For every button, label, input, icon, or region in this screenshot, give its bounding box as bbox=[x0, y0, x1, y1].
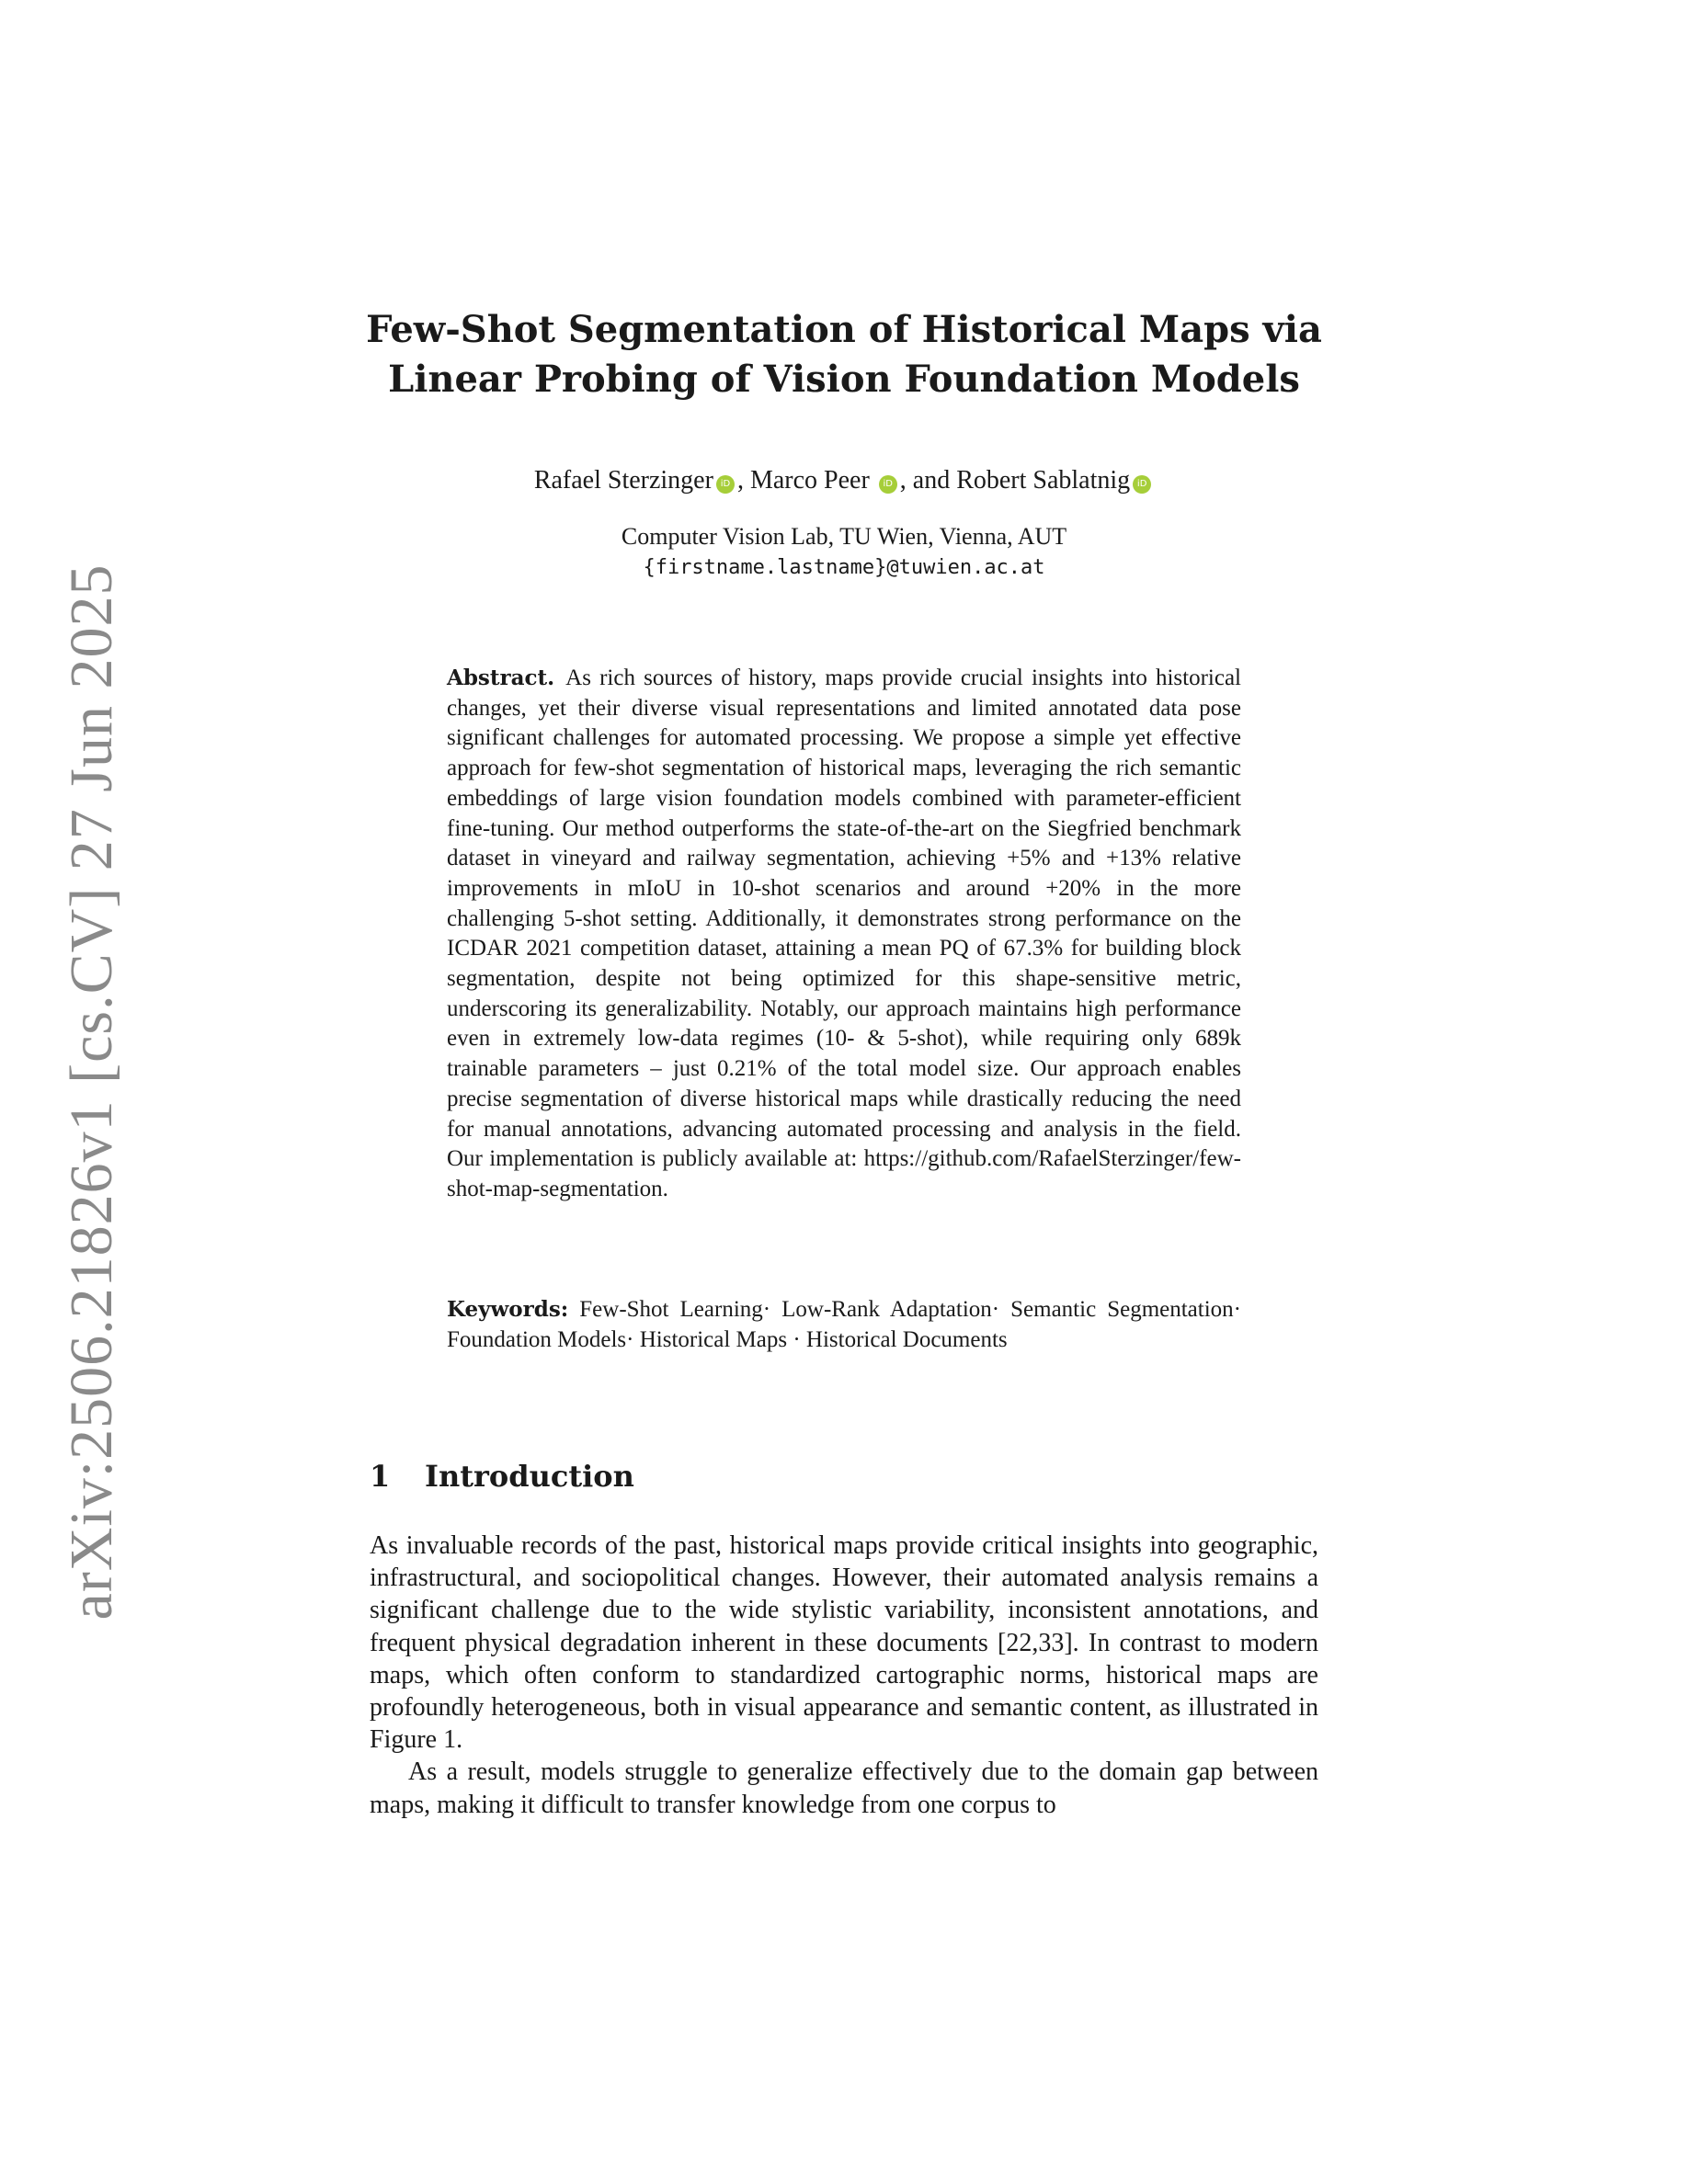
introduction-body bbox=[370, 1530, 1318, 1821]
abstract-label: Abstract. bbox=[447, 665, 555, 690]
section-heading bbox=[370, 1458, 634, 1495]
paragraph: As a result, models struggle to generalize effectively due to the domain gap between maps, making it difficult to transfer knowledge from one corpus to bbox=[370, 1757, 1318, 1819]
keywords-text: Few-Shot Learning· Low-Rank Adaptation· Semantic Segmentation· Foundation Models· Historical Maps · Historical Documents bbox=[447, 1297, 1241, 1352]
arxiv-identifier: arXiv:2506.21826v1 [cs.CV] 27 Jun 2025 bbox=[58, 563, 125, 1621]
orcid-icon[interactable]: iD bbox=[716, 475, 735, 494]
author-name: Rafael Sterzinger bbox=[533, 466, 713, 495]
abstract-text: As rich sources of history, maps provide crucial insights into historical changes, yet their diverse visual representations and limited annotated data pose significant challenges for automated processing. We propose a simple yet effective approach for few-shot segmentation of historical maps, leveraging the rich semantic embeddings of large vision foundation models combined with parameter-efficient fine-tuning. Our method outperforms the state-of-the-art on the Siegfried benchmark dataset in vineyard and railway segmentation, achieving +5% and +13% relative improvements in mIoU in 10-shot scenarios and around +20% in the more challenging 5-shot setting. Additionally, it demonstrates strong performance on the ICDAR 2021 competition dataset, attaining a mean PQ of 67.3% for building block segmentation, despite not being optimized for this shape-sensitive metric, underscoring its generalizability. Notably, our approach maintains high performance even in extremely low-data regimes (10- & 5-shot), while requiring only 689k trainable parameters – just 0.21% of the total model size. Our approach enables precise segmentation of diverse historical maps while drastically reducing the need for manual annotations, advancing automated processing and analysis in the field. Our implementation is publicly available at: https://github.com/RafaelSterzinger/few-shot-map-segmentation. bbox=[447, 665, 1241, 1201]
author-list bbox=[276, 464, 1412, 497]
author-name: , and Robert Sablatnig bbox=[899, 466, 1131, 495]
keywords-label: Keywords: bbox=[447, 1297, 569, 1322]
paragraph: As invaluable records of the past, historical maps provide critical insights into geographic, infrastructural, and sociopolitical changes. However, their automated analysis remains a significant challenge due to the wide stylistic variability, inconsistent annotations, and frequent physical degradation inherent in these documents [22,33]. In contrast to modern maps, which often conform to standardized cartographic norms, historical maps are profoundly heterogeneous, both in visual appearance and semantic content, as illustrated in Figure 1. bbox=[370, 1531, 1318, 1755]
orcid-icon[interactable]: iD bbox=[1133, 475, 1151, 494]
abstract bbox=[447, 664, 1241, 1205]
paper-title bbox=[276, 305, 1412, 404]
title-line-1: Few-Shot Segmentation of Historical Maps via bbox=[366, 308, 1322, 351]
affiliation: Computer Vision Lab, TU Wien, Vienna, AUT bbox=[621, 523, 1067, 550]
orcid-icon[interactable]: iD bbox=[879, 475, 897, 494]
author-email: {firstname.lastname}@tuwien.ac.at bbox=[643, 556, 1045, 579]
keywords bbox=[447, 1294, 1241, 1355]
section-title: Introduction bbox=[425, 1459, 634, 1494]
title-line-2: Linear Probing of Vision Foundation Models bbox=[388, 358, 1300, 401]
author-name: , Marco Peer bbox=[736, 466, 876, 495]
section-number: 1 bbox=[370, 1459, 391, 1494]
